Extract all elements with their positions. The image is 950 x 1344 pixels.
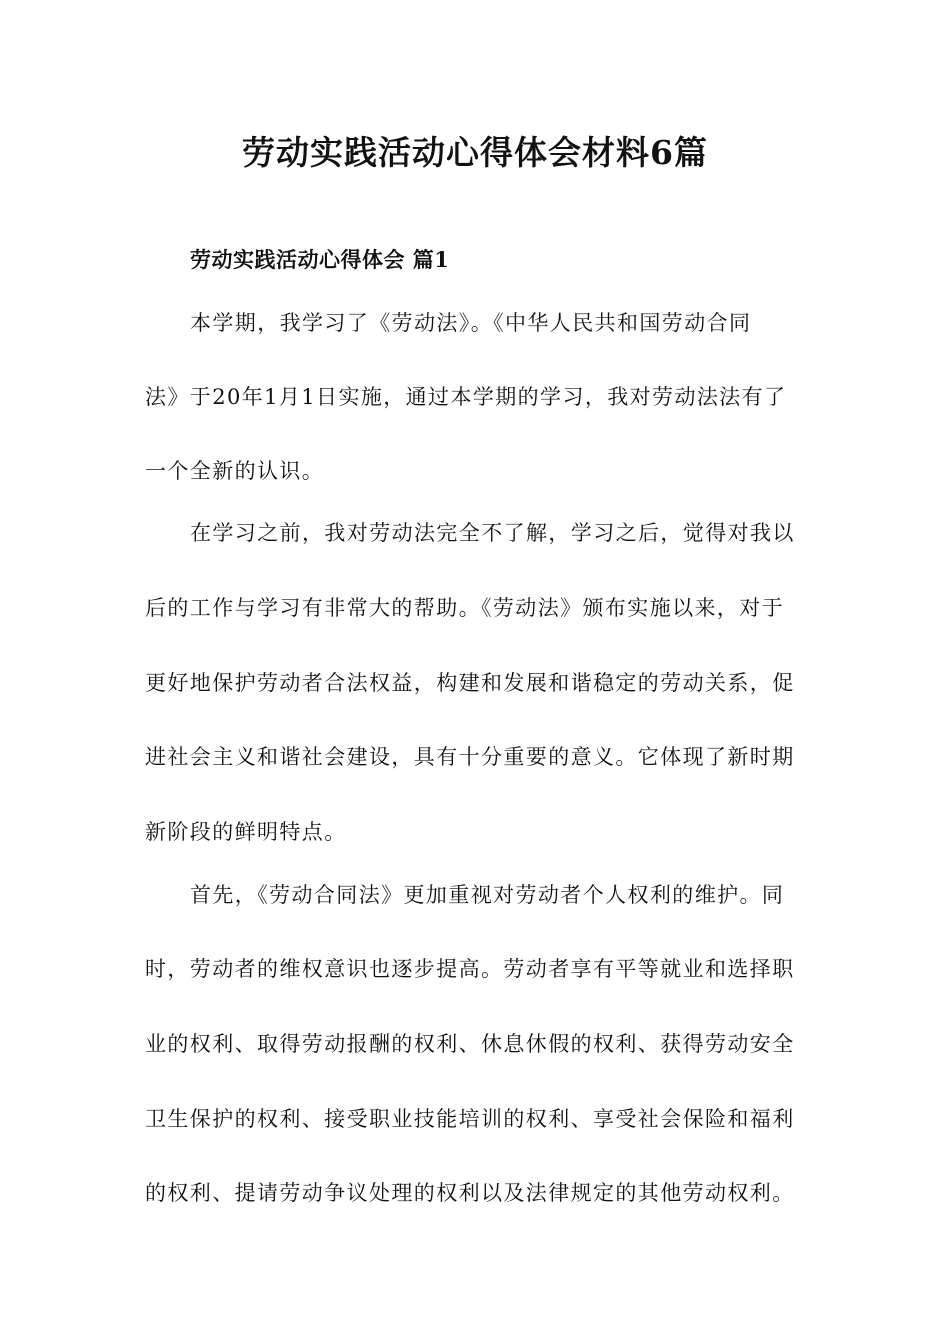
paragraph-1-line-2: 法》于20年1月1日实施，通过本学期的学习，我对劳动法法有了 xyxy=(145,385,787,409)
paragraph-3-line-2: 时，劳动者的维权意识也逐步提高。劳动者享有平等就业和选择职 xyxy=(145,957,795,981)
paragraph-3-line-4: 卫生保护的权利、接受职业技能培训的权利、享受社会保险和福利 xyxy=(145,1107,795,1131)
document-title: 劳动实践活动心得体会材料6篇 xyxy=(242,133,708,172)
paragraph-2-line-4: 进社会主义和谐社会建设，具有十分重要的意义。它体现了新时期 xyxy=(145,745,795,769)
paragraph-3-line-1: 首先，《劳动合同法》更加重视对劳动者个人权利的维护。同 xyxy=(190,883,785,907)
paragraph-3-line-5: 的权利、提请劳动争议处理的权利以及法律规定的其他劳动权利。 xyxy=(145,1181,795,1205)
paragraph-2-line-2: 后的工作与学习有非常大的帮助。《劳动法》颁布实施以来，对于 xyxy=(145,596,785,620)
paragraph-1-line-3: 一个全新的认识。 xyxy=(145,459,325,483)
paragraph-2-line-3: 更好地保护劳动者合法权益，构建和发展和谐稳定的劳动关系，促 xyxy=(145,671,795,695)
paragraph-3-line-3: 业的权利、取得劳动报酬的权利、休息休假的权利、获得劳动安全 xyxy=(145,1032,795,1056)
paragraph-2-line-1: 在学习之前，我对劳动法完全不了解，学习之后，觉得对我以 xyxy=(190,521,795,545)
paragraph-2-line-5: 新阶段的鲜明特点。 xyxy=(145,820,347,844)
paragraph-1-line-1: 本学期，我学习了《劳动法》。《中华人民共和国劳动合同 xyxy=(190,311,752,335)
section-heading: 劳动实践活动心得体会 篇1 xyxy=(190,247,450,272)
